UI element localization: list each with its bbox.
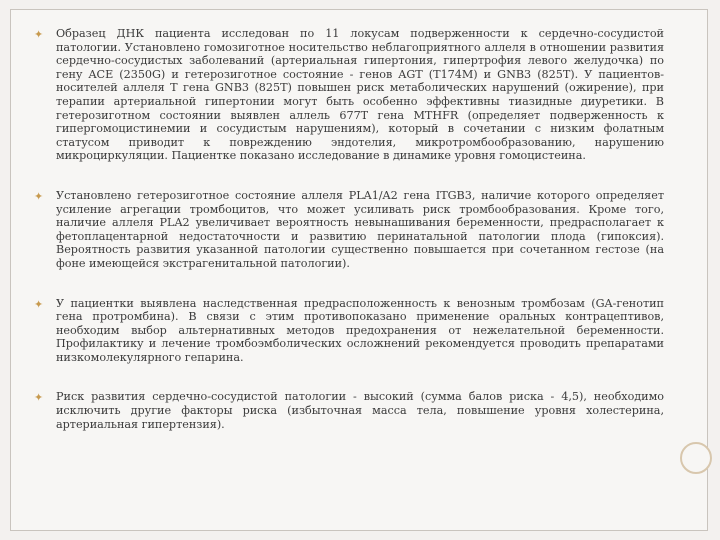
bullet-icon: ✦ [34,391,44,405]
bullet-icon: ✦ [34,189,44,203]
bullet-icon: ✦ [34,297,44,311]
decorative-circle-icon [680,442,712,474]
paragraph-item [34,390,664,431]
paragraph-item [34,27,664,163]
slide-content [34,27,664,457]
paragraph-text: Риск развития сердечно-сосудистой патологии - высокий (сумма балов риска - 4,5), необходимо исключить другие факторы риска (избыточная масса тела, повышение уровня холестерина, артериальная гипертензия). [56,390,664,431]
paragraph-text: Установлено гетерозиготное состояние аллеля PLA1/A2 гена ITGB3, наличие которого определяет усиление агрегации тромбоцитов, что может усиливать риск тромбообразования. Кроме того, наличие аллеля PLA2 увеличивает вероятность невынашивания беременности, предрасполагает к фетоплацентарной недостаточности и развитию перинатальной патологии плода (гипоксия). Вероятность развития указанной патологии существенно повышается при сочетанном гестозе (на фоне имеющейся экстрагенитальной патологии). [56,188,664,270]
paragraph-item [34,189,664,271]
paragraph-text: У пациентки выявлена наследственная предрасположенность к венозным тромбозам (GA-генотип гена протромбина). В связи с этим противопоказано применение оральных контрацептивов, необходим выбор альтернативных методов предохранения от нежелательной беременности. Профилактику и лечение тромбоэмболических осложнений рекомендуется проводить препаратами низкомолекулярного гепарина. [56,296,664,364]
paragraph-text: Образец ДНК пациента исследован по 11 локусам подверженности к сердечно-сосудистой патологии. Установлено гомозиготное носительство неблагоприятного аллеля в отношении развития сердечно-сосудистых заболеваний (артериальная гипертония, гипертрофия левого желудочка) по гену ACE (2350G) и гетерозиготное состояние - генов AGT (T174M) и GNB3 (825T). У пациентов-носителей аллеля T гена GNB3 (825T) повышен риск метаболических нарушений (ожирение), при терапии артериальной гипертонии могут быть особенно эффективны тиазидные диуретики. В гетерозиготном состоянии выявлен аллель 677T гена MTHFR (определяет подверженность к гипергомоцистинемии и сосудистым нарушениям), который в сочетании с низким фолатным статусом приводит к повреждению эндотелия, микротромбообразованию, нарушению микроциркуляции. Пациентке показано исследование в динамике уровня гомоцистеина. [56,27,664,163]
bullet-icon: ✦ [34,28,44,41]
paragraph-item [34,297,664,365]
